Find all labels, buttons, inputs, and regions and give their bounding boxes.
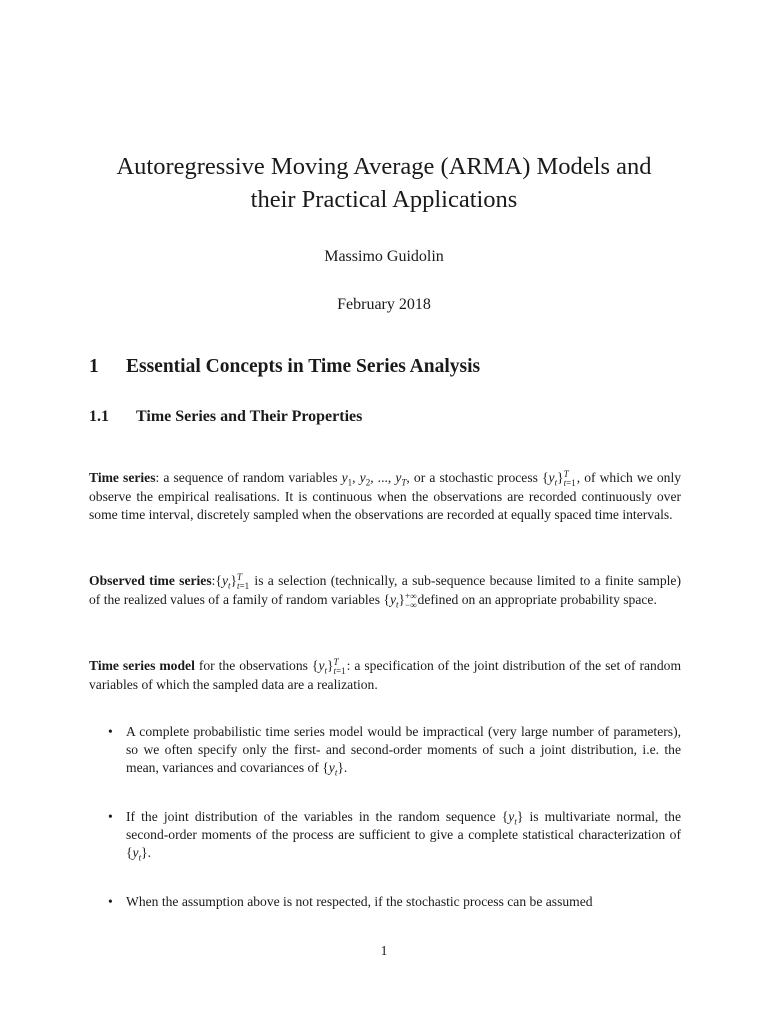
bullet-item: • If the joint distribution of the variables in the random sequence $\{y_t\}$ is multivariate normal, the second-order moments of the process are sufficient to give a complete statistical characterization of $\{y_t\}$. [108, 809, 681, 863]
math-observed: $\{y_t\}$ T t=1 [215, 571, 250, 591]
section-heading [89, 356, 480, 378]
paragraph-time-series: Time series: a sequence of random variables $y_1$, $y_2$, ..., $y_T$, or a stochastic process $\{y_t\}$ T t=1 , of which we only observe the empirical realisations. It is continuous when the observations are recorded continuously over some time interval, discretely sampled when the observations are recorded at equally spaced time intervals. [89, 468, 682, 522]
subsection-number: 1.1 [89, 408, 109, 425]
paragraph-time-series-model: Time series model for the observations $\{y_t\}$ T t=1 : a specification of the joint distribution of the set of random variables of which the sampled data are a realization. [89, 656, 682, 692]
date: February 2018 [337, 296, 431, 313]
title-line-2: their Practical Applications [250, 186, 518, 213]
subsection-heading [89, 408, 362, 426]
math-process: $\{y_t\}$ T t=1 [542, 468, 576, 488]
bullet-dot-icon: • [108, 809, 113, 824]
paragraph-observed-time-series: Observed time $series:\{y_t\}$ T t=1 is a selection (technically, a sub-sequence because limited to a finite sample) of the realized values of a family of random variables $\{y_t\}$ +∞ −∞ defined on an appropriate probability space. [89, 571, 681, 610]
section-number: 1 [89, 356, 99, 377]
term-observed-time-series: Observed time series [89, 573, 212, 588]
paper-title [0, 150, 768, 216]
bullet-dot-icon: • [108, 894, 113, 909]
section-title: Essential Concepts in Time Series Analysis [126, 356, 481, 377]
title-line-1: Autoregressive Moving Average (ARMA) Models and [116, 153, 652, 180]
term-time-series: Time series [89, 470, 156, 485]
author: Massimo Guidolin [324, 248, 444, 265]
math-family: $\{y_t\}$ +∞ −∞ [383, 590, 417, 610]
page-number: 1 [380, 943, 388, 958]
term-time-series-model: Time series model [89, 658, 195, 673]
bullet-item: • When the assumption above is not respected, if the stochastic process can be assumed [108, 894, 593, 909]
math-observations: $\{y_t\}$ T t=1 [311, 656, 346, 676]
math-sequence: $y_1$, $y_2$, ..., $y_T$ [341, 470, 407, 488]
bullet-item: • A complete probabilistic time series model would be impractical (very large number of parameters), so we often specify only the first- and second-order moments of such a joint distribution, i.e. the mean, variances and covariances of $\{y_t\}$. [108, 724, 681, 778]
subsection-title: Time Series and Their Properties [136, 408, 363, 425]
bullet-dot-icon: • [108, 724, 113, 739]
